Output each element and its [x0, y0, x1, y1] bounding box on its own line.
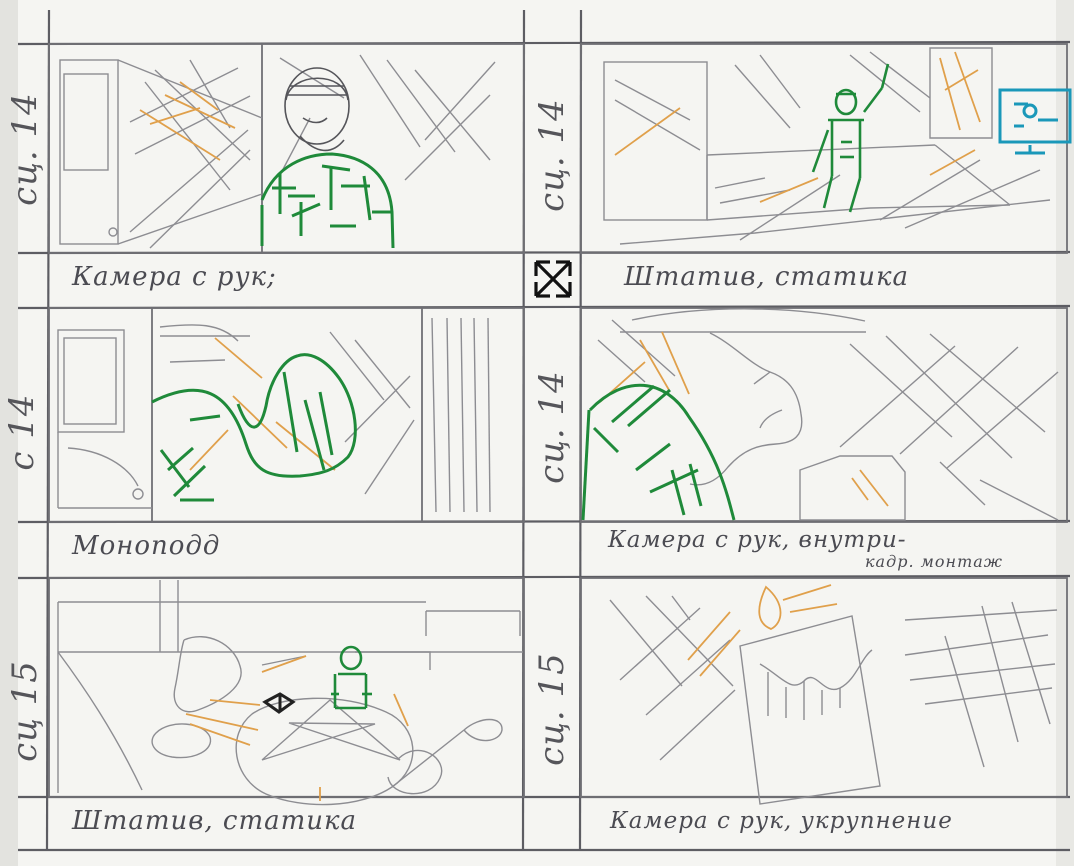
caption-row-3-left: Штатив, статика	[72, 806, 358, 836]
caption-row-1-left: Камера с рук;	[72, 262, 277, 292]
scene-label-row-2-right: cц. 14	[532, 370, 572, 484]
caption-row-3-right: Камера с рук, укрупнение	[610, 808, 953, 834]
caption-row-1-right: Штатив, статика	[624, 262, 910, 292]
crossed-arrows-icon	[528, 257, 576, 301]
scene-label-row-1-left: cц. 14	[5, 92, 45, 206]
scene-label-row-1-right: cц. 14	[532, 98, 572, 212]
scene-label-row-3-left: cц 15	[5, 660, 45, 762]
scene-label-row-2-left: с 14	[2, 393, 42, 471]
scene-label-row-3-right: cц. 15	[532, 652, 572, 766]
caption-row-2-right: Камера с рук, внутри-	[608, 527, 907, 553]
caption-row-2-left: Моноподд	[72, 531, 221, 561]
caption-row-2-right-line-2: кадр. монтаж	[865, 552, 1003, 571]
